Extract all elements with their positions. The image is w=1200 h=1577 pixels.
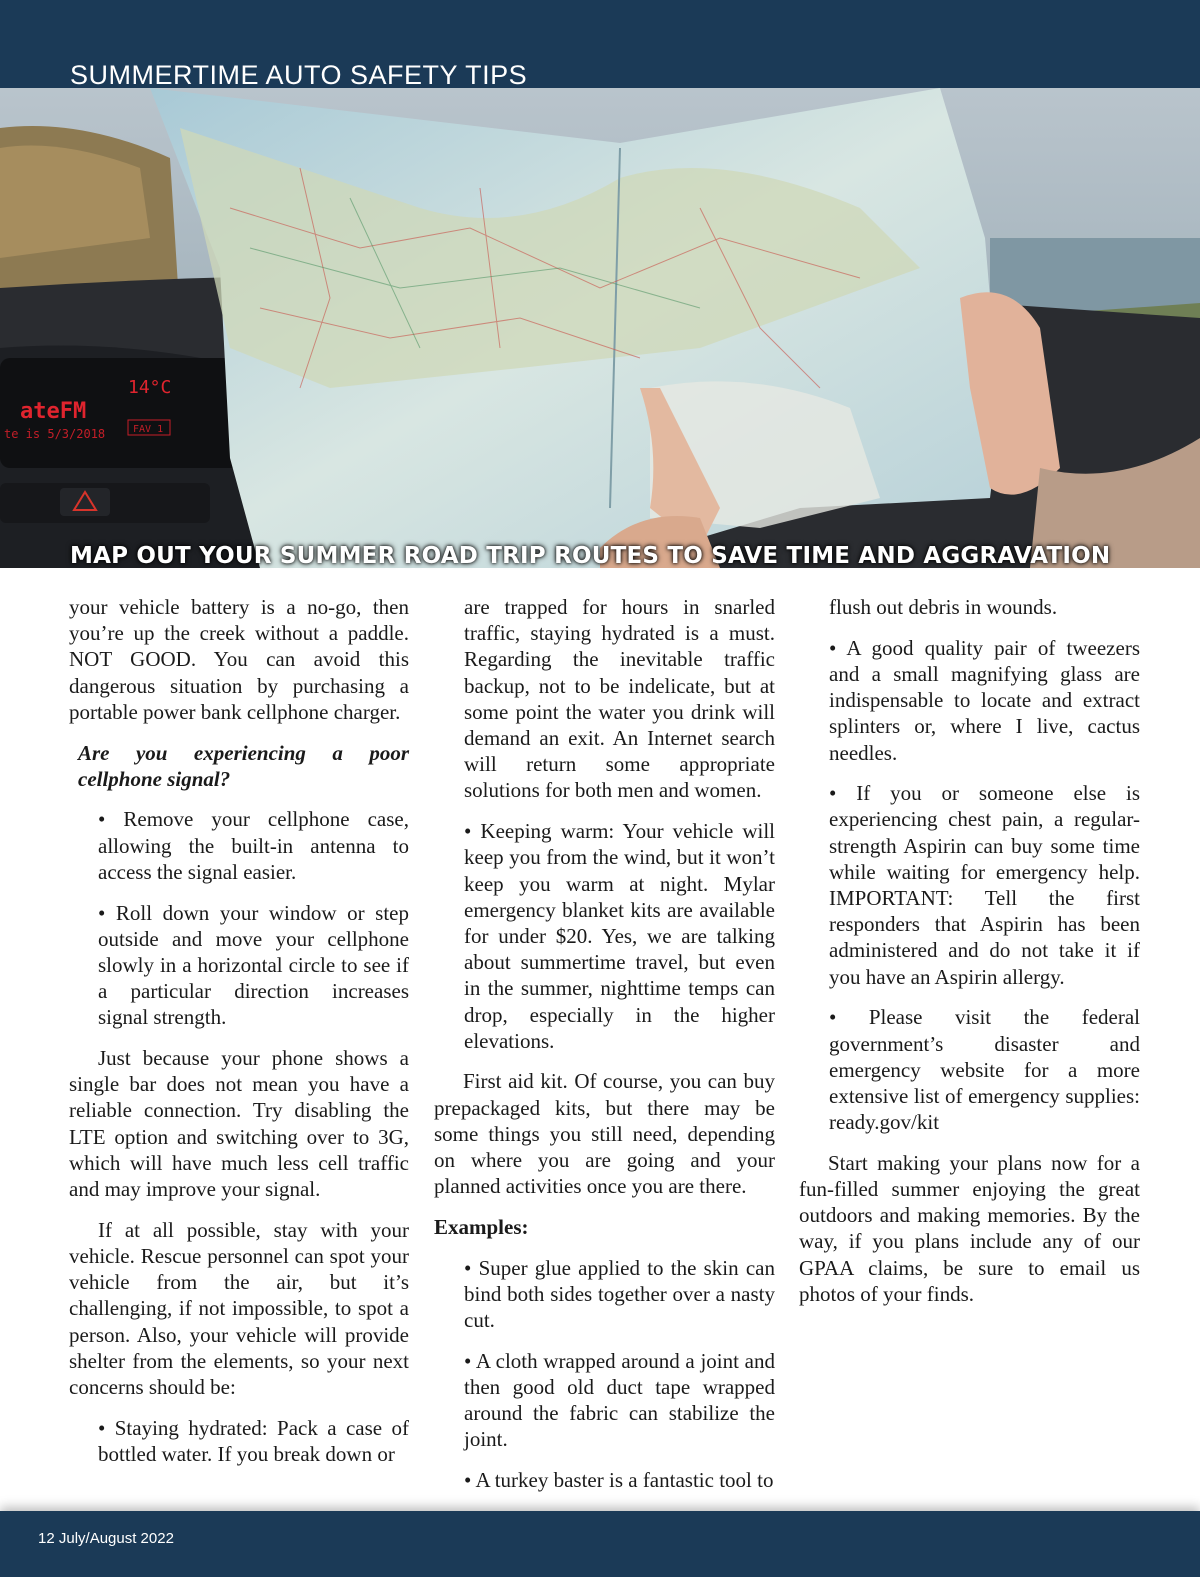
paragraph: Start making your plans now for a fun-filled summer enjoying the great outdoors and making memories. By the way, if you plans include any of our GPAA claims, be sure to email us photos of your finds. [799,1150,1140,1306]
bullet-item: • If you or someone else is experiencing chest pain, a regular-strength Aspirin can buy some time while waiting for emergency help. IMPORTANT: Tell the first responders that Aspirin has been administered and do not take it if you have an Aspirin allergy. [829,781,1140,989]
paragraph: your vehicle battery is a no-go, then you’re up the creek without a paddle. NOT GOOD. You can avoid this dangerous situation by purchasing a portable power bank cellphone charger. [69,595,409,724]
bullet-item: • A cloth wrapped around a joint and then good old duct tape wrapped around the fabric can stabilize the joint. [464,1348,775,1452]
dash-date: te is 5/3/2018 [4,427,106,441]
bullet-item: • A good quality pair of tweezers and a small magnifying glass are indispensable to locate and extract splinters or, where I live, cactus needles. [829,635,1140,765]
bullet-item: • Super glue applied to the skin can bind both sides together over a nasty cut. [464,1255,775,1333]
bullet-item: • Staying hydrated: Pack a case of bottled water. If you break down or [98,1415,409,1466]
dash-station: ateFM [20,399,87,424]
column-2 [434,594,775,1508]
column-3 [799,594,1140,1322]
dash-preset: FAV 1 [133,424,164,435]
photo-caption: MAP OUT YOUR SUMMER ROAD TRIP ROUTES TO SAVE TIME AND AGGRAVATION [70,543,1111,569]
bullet-item: • A turkey baster is a fantastic tool to [464,1468,774,1493]
subheading-question: Are you experiencing a poor cellphone signal? [78,740,409,791]
bullet-item: • Remove your cellphone case, allowing the built-in antenna to access the signal easier. [98,807,409,884]
footer-bar [0,1511,1200,1577]
paragraph: Just because your phone shows a single bar does not mean you have a reliable connection. Try disabling the LTE option and switching over to 3G, which will have much less cell traffic and may improve your signal. [69,1046,409,1202]
paragraph: flush out debris in wounds. [829,595,1058,619]
hero-photo [0,88,1200,568]
article-body [0,594,1200,1494]
section-title: SUMMERTIME AUTO SAFETY TIPS [70,60,528,90]
subheading-examples: Examples: [434,1214,529,1239]
bullet-item: • Roll down your window or step outside and move your cellphone slowly in a horizontal circle to see if a particular direction increases signal strength. [98,900,409,1030]
bullet-item: • Please visit the federal government’s disaster and emergency website for a more extensive list of emergency supplies: ready.gov/kit [829,1005,1140,1135]
dash-temperature: 14°C [128,377,172,398]
page-folio: 12 July/August 2022 [38,1530,174,1547]
paragraph: First aid kit. Of course, you can buy prepackaged kits, but there may be some things you still need, depending on where you are going and your planned activities once you are there. [434,1069,775,1199]
paragraph: are trapped for hours in snarled traffic, staying hydrated is a must. Regarding the inevitable traffic backup, not to be indelicate, but at some point the water you drink will demand an exit. An Internet search will return some appropriate solutions for both men and women. [464,595,775,803]
paragraph: If at all possible, stay with your vehicle. Rescue personnel can spot your vehicle from the air, but it’s challenging, if not impossible, to spot a person. Also, your vehicle will provide shelter from the elements, so your next concerns should be: [69,1217,409,1399]
bullet-item: • Keeping warm: Your vehicle will keep you from the wind, but it won’t keep you warm at night. Mylar emergency blanket kits are available for under $20. Yes, we are talking about summertime travel, but even in the summer, nighttime temps can drop, especially in the higher elevations. [464,819,775,1053]
map-photo-illustration [0,88,1200,568]
column-1 [69,594,409,1482]
